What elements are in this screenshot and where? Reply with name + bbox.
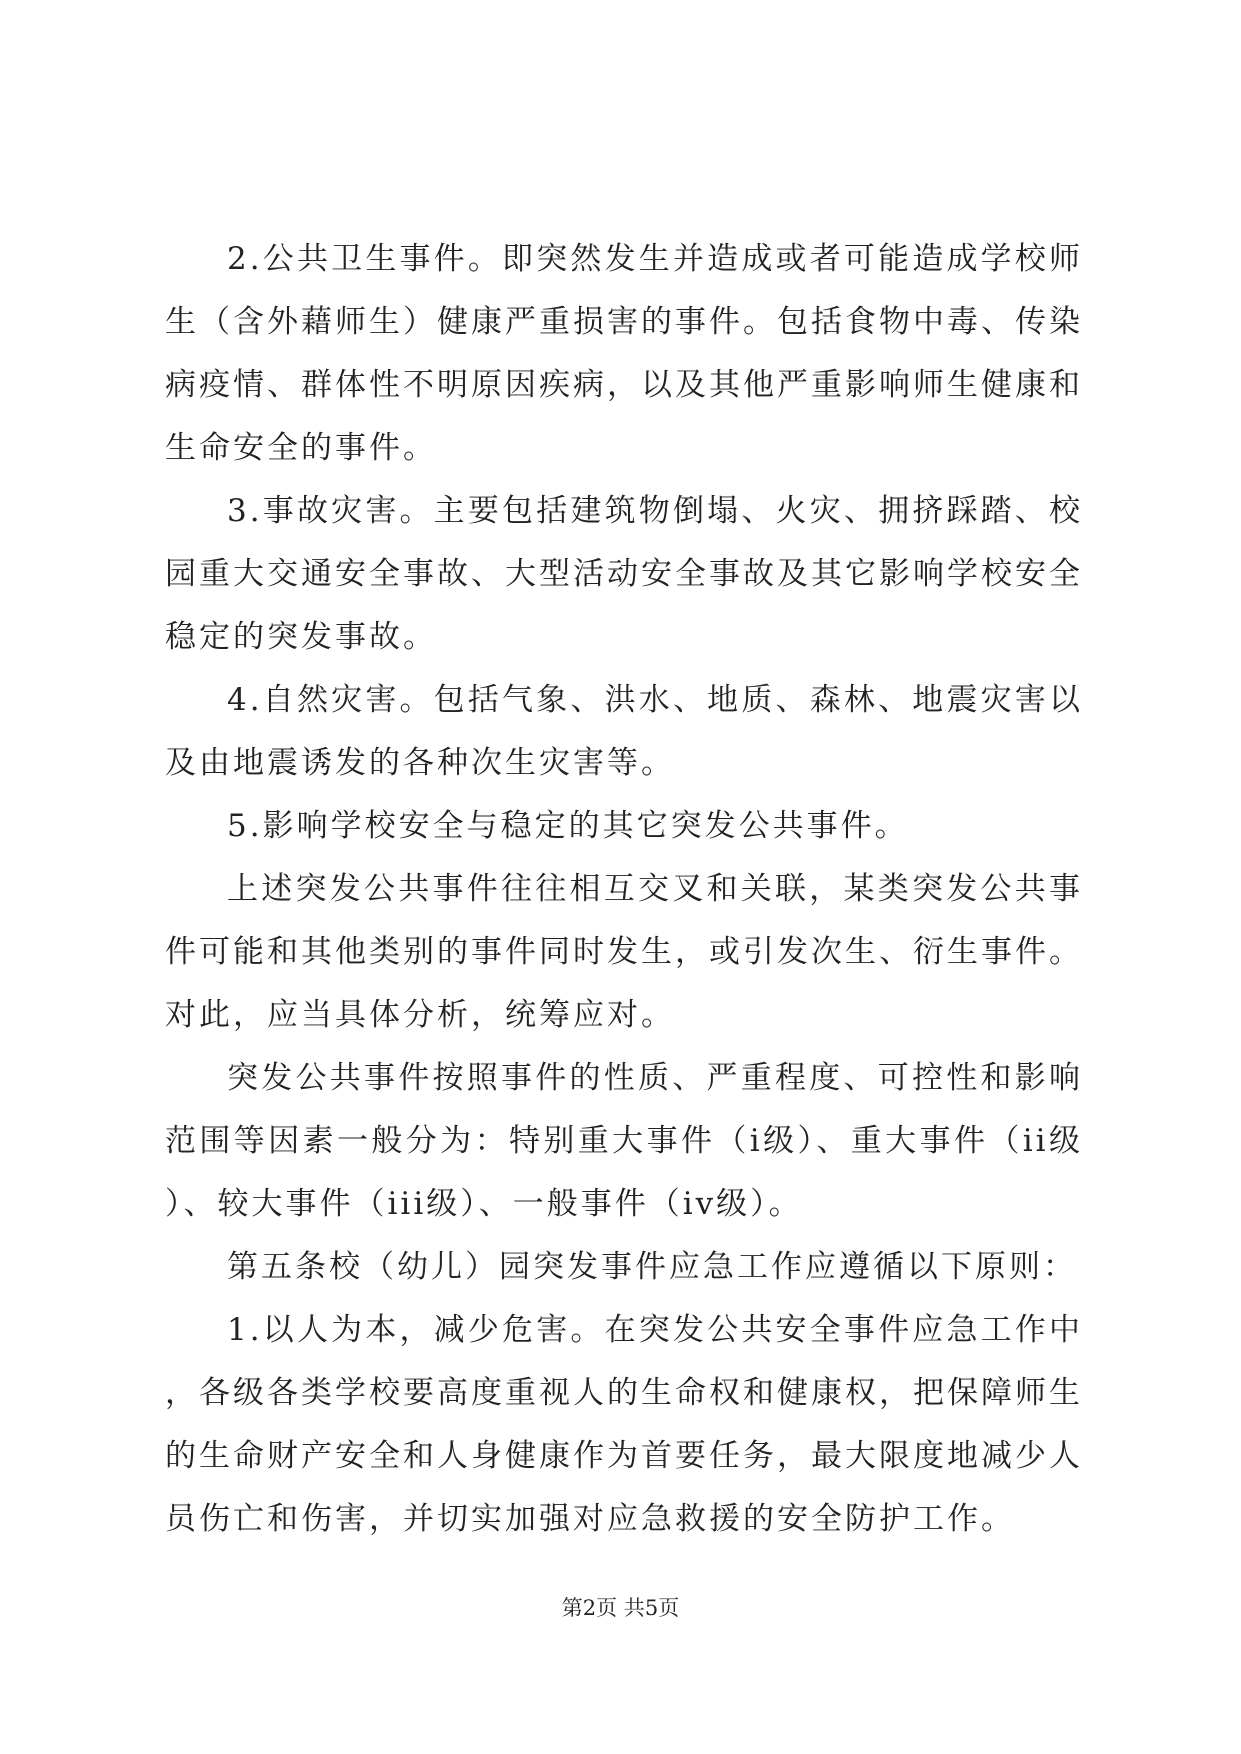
paragraph-other-events: 5.影响学校安全与稳定的其它突发公共事件。: [227, 808, 909, 844]
page-footer: 第2页 共5页: [561, 1596, 680, 1620]
paragraph-event-relations: 上述突发公共事件往往相互交叉和关联，某类突发公共事件可能和其他类别的事件同时发生，或引发次生、衍生事件。对此，应当具体分析，统筹应对。: [165, 871, 1083, 1033]
paragraph-principle-one: 1.以人为本，减少危害。在突发公共安全事件应急工作中，各级各类学校要高度重视人的生命权和健康权，把保障师生的生命财产安全和人身健康作为首要任务，最大限度地减少人员伤亡和伤害，并切实加强对应急救援的安全防护工作。: [165, 1312, 1083, 1537]
paragraph-natural-disaster: 4.自然灾害。包括气象、洪水、地质、森林、地震灾害以及由地震诱发的各种次生灾害等。: [165, 682, 1083, 781]
paragraph-article-five: 第五条校（幼儿）园突发事件应急工作应遵循以下原则：: [227, 1249, 1077, 1285]
paragraph-accident-disaster: 3.事故灾害。主要包括建筑物倒塌、火灾、拥挤踩踏、校园重大交通安全事故、大型活动安全事故及其它影响学校安全稳定的突发事故。: [165, 493, 1083, 655]
paragraph-public-health: 2.公共卫生事件。即突然发生并造成或者可能造成学校师生（含外藉师生）健康严重损害的事件。包括食物中毒、传染病疫情、群体性不明原因疾病，以及其他严重影响师生健康和生命安全的事件。: [165, 241, 1083, 466]
paragraph-event-levels: 突发公共事件按照事件的性质、严重程度、可控性和影响范围等因素一般分为：特别重大事件（i级）、重大事件（ii级）、较大事件（iii级）、一般事件（iv级）。: [165, 1060, 1083, 1222]
document-body: [165, 228, 1083, 1551]
